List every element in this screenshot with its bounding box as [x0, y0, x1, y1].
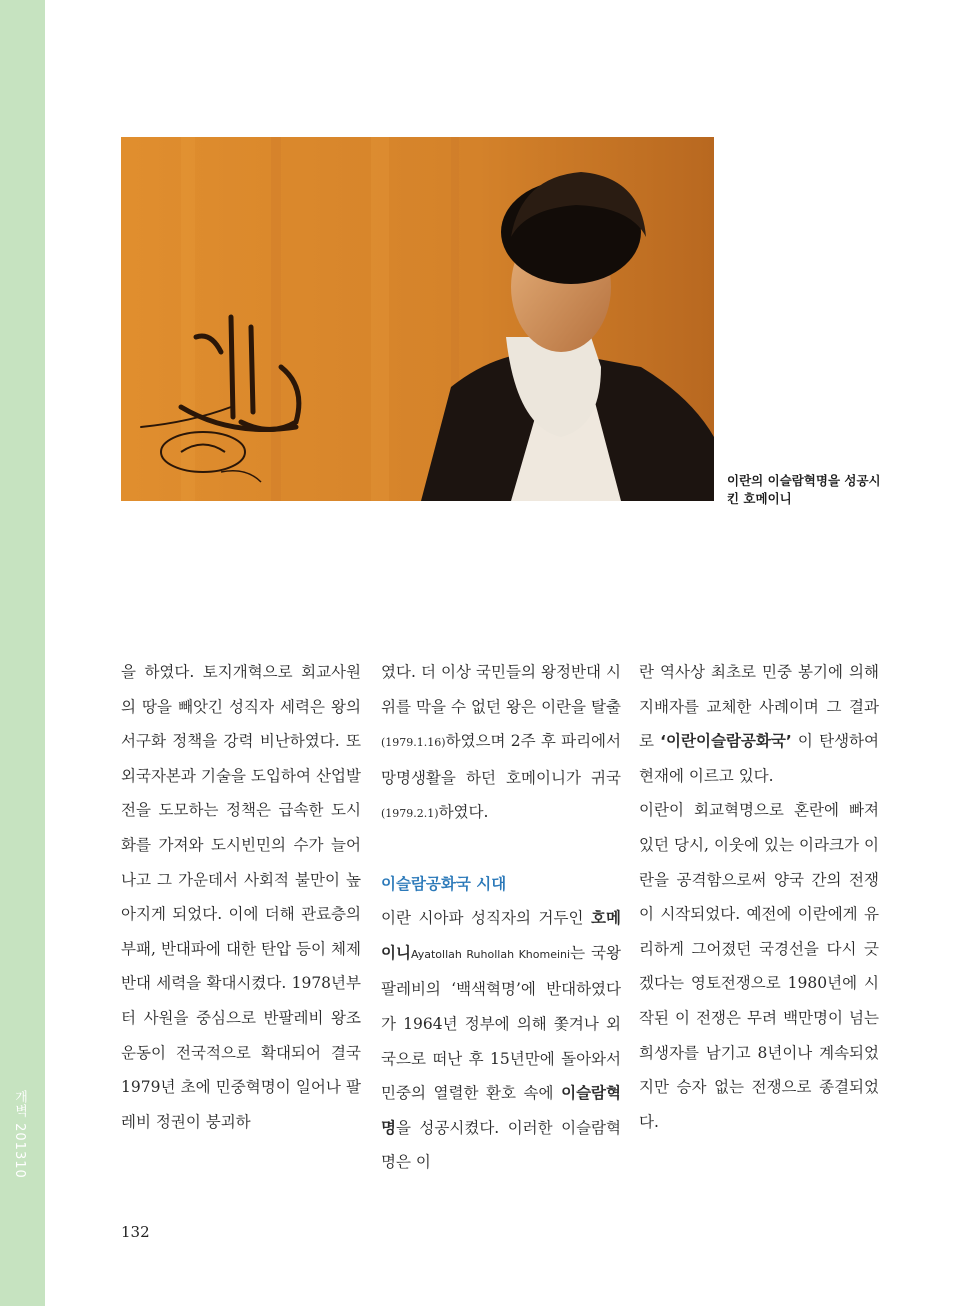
column-2-paragraph-1 [381, 655, 621, 832]
text-column-2 [381, 655, 621, 1180]
column-1-paragraph: 을 하였다. 토지개혁으로 회교사원의 땅을 빼앗긴 성직자 세력은 왕의 서구화 정책을 강력 비난하였다. 또 외국자본과 기술을 도입하여 산업발전을 도모하는 정책은 급속한 도시화를 가져와 도시빈민의 수가 늘어나고 그 가운데서 사회적 불만이 높아지게 되었다. 이에 더해 관료층의 부패, 반대파에 대한 탄압 등이 체제반대 세력을 확대시켰다. 1978년부터 사원을 중심으로 반팔레비 왕조 운동이 전국적으로 확대되어 결국 1979년 초에 민중혁명이 일어나 팔레비 정권이 붕괴하 [121, 663, 361, 1131]
page-number: 132 [121, 1223, 150, 1241]
column-2-paragraph-2 [381, 901, 621, 1180]
date-note: (1979.2.1) [381, 807, 439, 821]
text-column-3 [639, 655, 879, 1139]
bold-term: ‘이란이슬람공화국’ [660, 732, 792, 751]
column-3-paragraph-1 [639, 655, 879, 793]
text-span: 란 역사상 최초로 민중 봉기에 의해 지배자를 교체한 사례이며 그 결과로 [639, 663, 879, 751]
text-span: 하였으며 2주 후 파리에서 망명생활을 하던 호메이니가 귀국 [381, 732, 621, 787]
khomeini-photo [121, 137, 714, 501]
portrait-photo-icon [121, 137, 714, 501]
photo-caption [727, 472, 902, 508]
section-heading: 이슬람공화국 시대 [381, 874, 507, 893]
text-span: 이란 시아파 성직자의 거두인 [381, 909, 592, 928]
text-span: 하였다. [438, 803, 489, 822]
magazine-issue-label: 개벽 201310 [12, 1090, 27, 1179]
text-span: 이 탄생하여 현재에 이르고 있다. [639, 732, 879, 785]
text-column-1 [121, 655, 361, 1139]
caption-line-2: 킨 호메이니 [727, 491, 792, 506]
bold-term: 이슬람혁명 [381, 1084, 621, 1137]
bold-name: 호메이니 [381, 909, 621, 962]
column-3-paragraph-2: 이란이 회교혁명으로 혼란에 빠져 있던 당시, 이웃에 있는 이라크가 이란을 공격함으로써 양국 간의 전쟁이 시작되었다. 예전에 이란에게 유리하게 그어졌던 국경선을 다시 긋겠다는 영토전쟁으로 1980년에 시작된 이 전쟁은 무려 백만명이 넘는 희생자를 남기고 8년이나 계속되었지만 승자 없는 전쟁으로 종결되었다. [639, 801, 879, 1131]
text-span: 는 국왕 팔레비의 ‘백색혁명’에 반대하였다가 1964년 정부에 의해 쫓겨나 외국으로 떠난 후 15년만에 돌아와서 민중의 열렬한 환호 속에 [381, 943, 621, 1103]
text-span: 을 성공시켰다. 이러한 이슬람혁명은 이 [381, 1118, 621, 1172]
date-note: (1979.1.16) [381, 736, 446, 750]
caption-line-1: 이란의 이슬람혁명을 성공시 [727, 473, 881, 488]
english-name: Ayatollah Ruhollah Khomeini [410, 947, 571, 961]
text-span: 였다. 더 이상 국민들의 왕정반대 시위를 막을 수 없던 왕은 이란을 탈출 [381, 663, 621, 716]
